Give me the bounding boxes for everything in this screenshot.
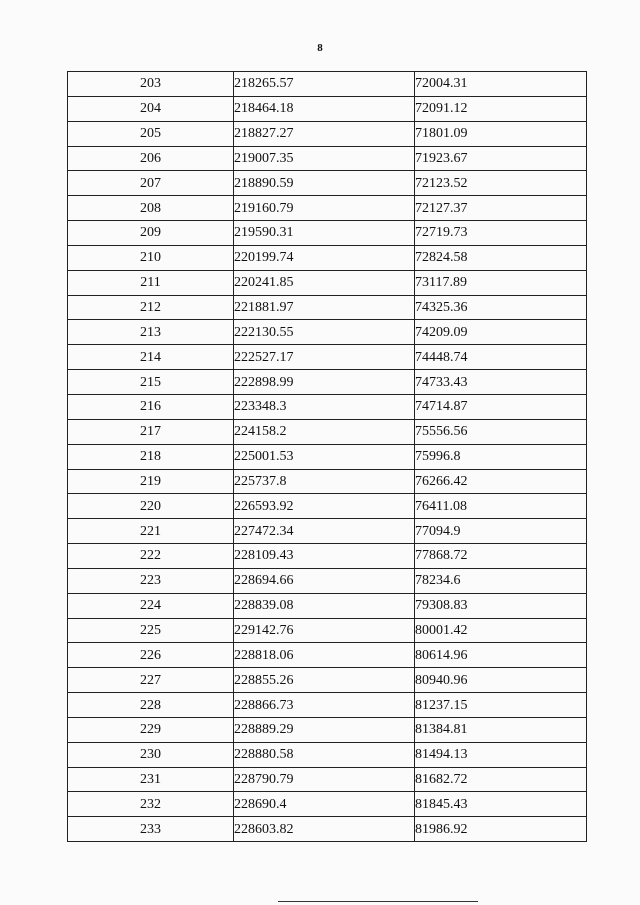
coordinate-table-body bbox=[68, 72, 587, 842]
y-coordinate-cell: 74733.43 bbox=[415, 370, 587, 395]
point-number-cell: 231 bbox=[68, 767, 234, 792]
y-coordinate-cell: 75996.8 bbox=[415, 444, 587, 469]
table-row bbox=[68, 643, 587, 668]
y-coordinate-cell: 78234.6 bbox=[415, 568, 587, 593]
table-row bbox=[68, 693, 587, 718]
point-number-cell: 216 bbox=[68, 394, 234, 419]
x-coordinate-cell: 228694.66 bbox=[234, 568, 415, 593]
point-number-cell: 232 bbox=[68, 792, 234, 817]
y-coordinate-cell: 73117.89 bbox=[415, 270, 587, 295]
x-coordinate-cell: 220199.74 bbox=[234, 245, 415, 270]
y-coordinate-cell: 72719.73 bbox=[415, 221, 587, 246]
table-row bbox=[68, 742, 587, 767]
y-coordinate-cell: 77094.9 bbox=[415, 519, 587, 544]
table-row bbox=[68, 146, 587, 171]
x-coordinate-cell: 228818.06 bbox=[234, 643, 415, 668]
x-coordinate-cell: 219590.31 bbox=[234, 221, 415, 246]
point-number-cell: 230 bbox=[68, 742, 234, 767]
x-coordinate-cell: 225001.53 bbox=[234, 444, 415, 469]
x-coordinate-cell: 222130.55 bbox=[234, 320, 415, 345]
y-coordinate-cell: 71801.09 bbox=[415, 121, 587, 146]
x-coordinate-cell: 218890.59 bbox=[234, 171, 415, 196]
x-coordinate-cell: 222898.99 bbox=[234, 370, 415, 395]
point-number-cell: 227 bbox=[68, 668, 234, 693]
y-coordinate-cell: 81845.43 bbox=[415, 792, 587, 817]
point-number-cell: 203 bbox=[68, 72, 234, 97]
point-number-cell: 208 bbox=[68, 196, 234, 221]
x-coordinate-cell: 227472.34 bbox=[234, 519, 415, 544]
table-row bbox=[68, 96, 587, 121]
x-coordinate-cell: 221881.97 bbox=[234, 295, 415, 320]
point-number-cell: 213 bbox=[68, 320, 234, 345]
table-row bbox=[68, 370, 587, 395]
point-number-cell: 226 bbox=[68, 643, 234, 668]
x-coordinate-cell: 218265.57 bbox=[234, 72, 415, 97]
y-coordinate-cell: 76411.08 bbox=[415, 494, 587, 519]
y-coordinate-cell: 76266.42 bbox=[415, 469, 587, 494]
point-number-cell: 225 bbox=[68, 618, 234, 643]
table-row bbox=[68, 444, 587, 469]
point-number-cell: 207 bbox=[68, 171, 234, 196]
page-number: 8 bbox=[317, 42, 323, 54]
point-number-cell: 209 bbox=[68, 221, 234, 246]
point-number-cell: 220 bbox=[68, 494, 234, 519]
point-number-cell: 215 bbox=[68, 370, 234, 395]
x-coordinate-cell: 220241.85 bbox=[234, 270, 415, 295]
x-coordinate-cell: 218464.18 bbox=[234, 96, 415, 121]
y-coordinate-cell: 74448.74 bbox=[415, 345, 587, 370]
table-row bbox=[68, 295, 587, 320]
y-coordinate-cell: 74209.09 bbox=[415, 320, 587, 345]
y-coordinate-cell: 74325.36 bbox=[415, 295, 587, 320]
point-number-cell: 233 bbox=[68, 817, 234, 842]
y-coordinate-cell: 81237.15 bbox=[415, 693, 587, 718]
y-coordinate-cell: 81682.72 bbox=[415, 767, 587, 792]
x-coordinate-cell: 229142.76 bbox=[234, 618, 415, 643]
table-row bbox=[68, 767, 587, 792]
y-coordinate-cell: 79308.83 bbox=[415, 593, 587, 618]
point-number-cell: 212 bbox=[68, 295, 234, 320]
x-coordinate-cell: 222527.17 bbox=[234, 345, 415, 370]
table-row bbox=[68, 270, 587, 295]
table-row bbox=[68, 469, 587, 494]
point-number-cell: 210 bbox=[68, 245, 234, 270]
point-number-cell: 222 bbox=[68, 544, 234, 569]
point-number-cell: 219 bbox=[68, 469, 234, 494]
table-row bbox=[68, 817, 587, 842]
y-coordinate-cell: 72127.37 bbox=[415, 196, 587, 221]
table-row bbox=[68, 345, 587, 370]
table-row bbox=[68, 121, 587, 146]
table-row bbox=[68, 394, 587, 419]
y-coordinate-cell: 81986.92 bbox=[415, 817, 587, 842]
table-row bbox=[68, 320, 587, 345]
table-row bbox=[68, 668, 587, 693]
x-coordinate-cell: 228603.82 bbox=[234, 817, 415, 842]
x-coordinate-cell: 228109.43 bbox=[234, 544, 415, 569]
x-coordinate-cell: 225737.8 bbox=[234, 469, 415, 494]
table-row bbox=[68, 245, 587, 270]
table-row bbox=[68, 717, 587, 742]
y-coordinate-cell: 71923.67 bbox=[415, 146, 587, 171]
point-number-cell: 229 bbox=[68, 717, 234, 742]
x-coordinate-cell: 224158.2 bbox=[234, 419, 415, 444]
table-row bbox=[68, 171, 587, 196]
table-row bbox=[68, 196, 587, 221]
point-number-cell: 224 bbox=[68, 593, 234, 618]
point-number-cell: 217 bbox=[68, 419, 234, 444]
y-coordinate-cell: 81384.81 bbox=[415, 717, 587, 742]
y-coordinate-cell: 75556.56 bbox=[415, 419, 587, 444]
table-row bbox=[68, 72, 587, 97]
y-coordinate-cell: 80614.96 bbox=[415, 643, 587, 668]
y-coordinate-cell: 81494.13 bbox=[415, 742, 587, 767]
y-coordinate-cell: 77868.72 bbox=[415, 544, 587, 569]
x-coordinate-cell: 219160.79 bbox=[234, 196, 415, 221]
y-coordinate-cell: 72824.58 bbox=[415, 245, 587, 270]
y-coordinate-cell: 72123.52 bbox=[415, 171, 587, 196]
point-number-cell: 221 bbox=[68, 519, 234, 544]
y-coordinate-cell: 74714.87 bbox=[415, 394, 587, 419]
y-coordinate-cell: 72004.31 bbox=[415, 72, 587, 97]
x-coordinate-cell: 228839.08 bbox=[234, 593, 415, 618]
point-number-cell: 214 bbox=[68, 345, 234, 370]
table-row bbox=[68, 419, 587, 444]
table-row bbox=[68, 519, 587, 544]
x-coordinate-cell: 228690.4 bbox=[234, 792, 415, 817]
table-row bbox=[68, 568, 587, 593]
table-row bbox=[68, 544, 587, 569]
point-number-cell: 218 bbox=[68, 444, 234, 469]
x-coordinate-cell: 218827.27 bbox=[234, 121, 415, 146]
bottom-rule bbox=[278, 901, 478, 902]
table-row bbox=[68, 494, 587, 519]
point-number-cell: 204 bbox=[68, 96, 234, 121]
table-row bbox=[68, 792, 587, 817]
x-coordinate-cell: 228866.73 bbox=[234, 693, 415, 718]
x-coordinate-cell: 228880.58 bbox=[234, 742, 415, 767]
point-number-cell: 205 bbox=[68, 121, 234, 146]
table-row bbox=[68, 618, 587, 643]
table-row bbox=[68, 221, 587, 246]
point-number-cell: 223 bbox=[68, 568, 234, 593]
y-coordinate-cell: 80001.42 bbox=[415, 618, 587, 643]
x-coordinate-cell: 228889.29 bbox=[234, 717, 415, 742]
x-coordinate-cell: 219007.35 bbox=[234, 146, 415, 171]
coordinate-table bbox=[67, 71, 587, 842]
point-number-cell: 228 bbox=[68, 693, 234, 718]
x-coordinate-cell: 228790.79 bbox=[234, 767, 415, 792]
x-coordinate-cell: 223348.3 bbox=[234, 394, 415, 419]
point-number-cell: 206 bbox=[68, 146, 234, 171]
x-coordinate-cell: 228855.26 bbox=[234, 668, 415, 693]
table-row bbox=[68, 593, 587, 618]
x-coordinate-cell: 226593.92 bbox=[234, 494, 415, 519]
y-coordinate-cell: 80940.96 bbox=[415, 668, 587, 693]
y-coordinate-cell: 72091.12 bbox=[415, 96, 587, 121]
point-number-cell: 211 bbox=[68, 270, 234, 295]
